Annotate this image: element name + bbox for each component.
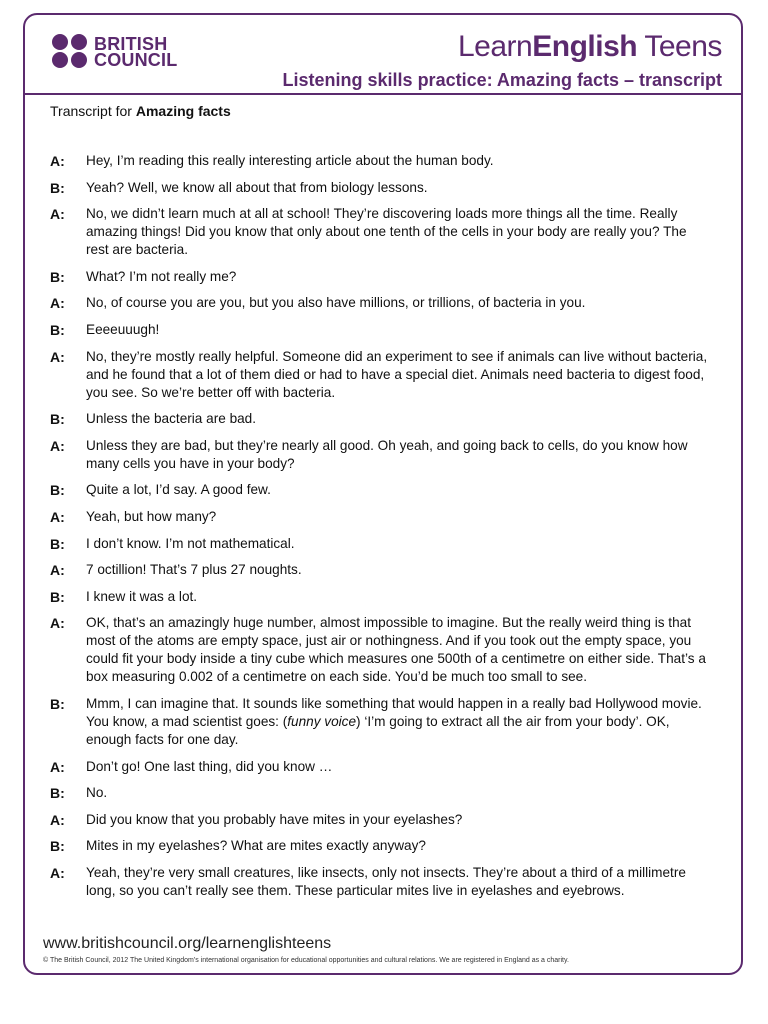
brand-name xyxy=(94,36,177,68)
header-divider xyxy=(24,93,742,95)
speaker-label: A: xyxy=(50,437,65,454)
dialogue-text: Did you know that you probably have mites in your eyelashes? xyxy=(86,811,463,827)
transcript-line xyxy=(50,588,710,606)
dialogue-text: No. xyxy=(86,785,108,801)
transcript-line xyxy=(50,561,710,579)
dialogue-text: Mites in my eyelashes? What are mites exactly anyway? xyxy=(86,838,426,854)
dialogue-text: Yeah? Well, we know all about that from biology lessons. xyxy=(86,179,428,195)
transcript-line xyxy=(50,179,710,197)
speaker-label: B: xyxy=(50,268,65,285)
dialogue-text: Yeah, they’re very small creatures, like insects, only not insects. They’re about a third of a millimetre long, so you can’t really see them. These particular mites live in eyelashes and eyebrows. xyxy=(86,864,686,898)
speaker-label: B: xyxy=(50,179,65,196)
transcript-line xyxy=(50,410,710,428)
brand-line-2: COUNCIL xyxy=(94,50,178,70)
transcript-line xyxy=(50,205,710,259)
dialogue-text: No, we didn’t learn much at all at school! They’re discovering loads more things all the time. Really amazing things! Did you know that only about one tenth of the cells in your body are really you? The rest are bacteria. xyxy=(86,206,687,258)
speaker-label: A: xyxy=(50,615,65,632)
speaker-label: A: xyxy=(50,562,65,579)
transcript-line xyxy=(50,152,710,170)
transcript-line xyxy=(50,348,710,402)
speaker-label: B: xyxy=(50,588,65,605)
dialogue-text: I knew it was a lot. xyxy=(86,588,198,604)
dialogue-text: Quite a lot, I’d say. A good few. xyxy=(86,482,271,498)
speaker-label: A: xyxy=(50,758,65,775)
dialogue-text-part: ) ‘I’m going to extract all the air from your body’. OK, enough facts for one day. xyxy=(86,713,670,747)
site-title-english: English xyxy=(532,30,638,63)
dialogue-text: Eeeeuuugh! xyxy=(86,321,160,337)
dialogue-text: Yeah, but how many? xyxy=(86,508,217,524)
speaker-label: B: xyxy=(50,411,65,428)
speaker-label: A: xyxy=(50,508,65,525)
speaker-label: A: xyxy=(50,153,65,169)
transcript-line xyxy=(50,437,710,473)
dialogue-text: 7 octillion! That’s 7 plus 27 noughts. xyxy=(86,562,302,578)
transcript-line xyxy=(50,837,710,855)
dialogue-text: Unless the bacteria are bad. xyxy=(86,411,257,427)
dialogue-text: What? I’m not really me? xyxy=(86,268,237,284)
speaker-label: B: xyxy=(50,321,65,338)
dialogue-text: No, they’re mostly really helpful. Someone did an experiment to see if animals can live without bacteria, and he found that a lot of them died or had to have a special diet. Animals need bacteria to digest food, you see. So we’re better off with bacteria. xyxy=(86,348,708,400)
transcript-line xyxy=(50,508,710,526)
transcript-line xyxy=(50,758,710,776)
transcript-line xyxy=(50,864,710,900)
site-title xyxy=(458,30,722,64)
transcript-line xyxy=(50,294,710,312)
british-council-logo xyxy=(52,34,177,70)
dialogue-text: Don’t go! One last thing, did you know … xyxy=(86,758,333,774)
dialogue-text xyxy=(86,695,710,749)
transcript-line xyxy=(50,321,710,339)
footer-legal-text: © The British Council, 2012 The United Kingdom’s international organisation for educational opportunities and cultural relations. We are registered in England as a charity. xyxy=(43,957,569,964)
transcript-line xyxy=(50,481,710,499)
transcript-heading-prefix: Transcript for xyxy=(50,103,136,119)
speaker-label: A: xyxy=(50,864,65,881)
transcript-line xyxy=(50,784,710,802)
brand-line-1: BRITISH xyxy=(94,34,168,54)
dialogue-text: Hey, I’m reading this really interesting article about the human body. xyxy=(86,153,494,168)
speaker-label: A: xyxy=(50,206,65,223)
dialogue-text: No, of course you are you, but you also have millions, or trillions, of bacteria in you. xyxy=(86,295,586,311)
dialogue-text: Unless they are bad, but they’re nearly all good. Oh yeah, and going back to cells, do you know how many cells you have in your body? xyxy=(86,437,688,471)
transcript-line xyxy=(50,614,710,686)
speaker-label: A: xyxy=(50,348,65,365)
speaker-label: B: xyxy=(50,838,65,855)
speaker-label: B: xyxy=(50,785,65,802)
transcript-line xyxy=(50,695,710,749)
speaker-label: B: xyxy=(50,482,65,499)
stage-direction: funny voice xyxy=(287,713,357,729)
speaker-label: A: xyxy=(50,811,65,828)
site-title-teens: Teens xyxy=(637,30,722,63)
site-title-learn: Learn xyxy=(458,30,533,63)
transcript-heading xyxy=(50,103,231,119)
dialogue-text-part: Mmm, I can imagine that. It sounds like something that would happen in a really bad Hollywood movie. You know, a mad scientist goes: ( xyxy=(86,695,702,729)
transcript-line xyxy=(50,535,710,553)
document-title: Listening skills practice: Amazing facts – transcript xyxy=(282,70,722,90)
speaker-label: B: xyxy=(50,535,65,552)
speaker-label: A: xyxy=(50,295,65,312)
transcript-heading-title: Amazing facts xyxy=(135,103,231,119)
speaker-label: B: xyxy=(50,695,65,712)
footer-url: www.britishcouncil.org/learnenglishteens xyxy=(43,935,332,952)
transcript-body xyxy=(50,152,710,908)
dialogue-text: I don’t know. I’m not mathematical. xyxy=(86,535,295,551)
logo-dots-icon xyxy=(52,34,88,70)
transcript-line xyxy=(50,811,710,829)
transcript-line xyxy=(50,268,710,286)
dialogue-text: OK, that’s an amazingly huge number, almost impossible to imagine. But the really weird thing is that most of the atoms are empty space, just air or nothingness. And if you took out the empty space, you could fit your body inside a tiny cube which measures one 500th of a centimetre on either side. That’s a box measuring 0.002 of a centimetre on each side. You’d be much too small to see. xyxy=(86,615,706,685)
